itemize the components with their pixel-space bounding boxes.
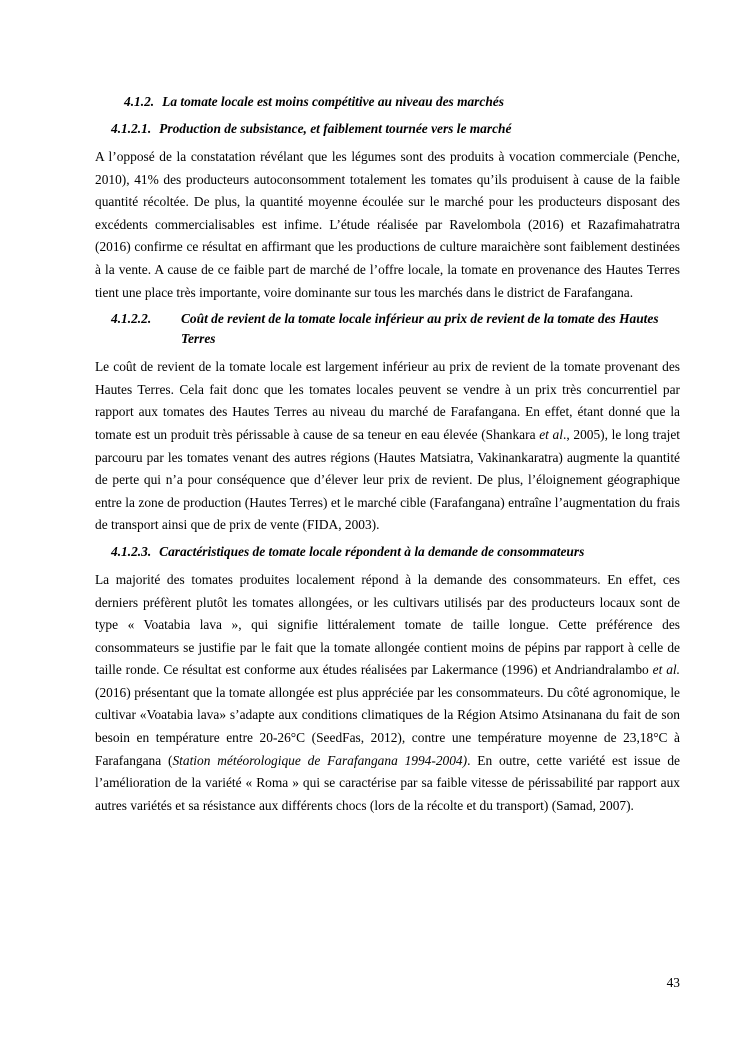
text-run: La majorité des tomates produites localement répond à la demande des consommateurs. En effet, ces derniers préfèrent plutôt les tomates allongées, or les cultivars utilisés par des producteurs locaux sont de type « Voatabia lava », qui signifie littéralement tomate de taille longue. Cette préférence des consommateurs se justifie par le fait que la tomate allongée contient moins de pépins par rapport à celle de taille ronde. Ce résultat est conforme aux études réalisées par Lakermance (1996) et Andriandralambo [95, 571, 680, 678]
citation-etal: et al. [652, 662, 680, 678]
text-run: . En outre, cette variété est issue de l’amélioration de la variété « Roma » qui se caractérise par sa faible vitesse de périssabilité par rapport aux autres variétés et sa résistance aux différents chocs (lors de la récolte et du transport) (Samad, 2007). [95, 752, 680, 813]
citation-etal: et al [539, 426, 563, 442]
heading-number: 4.1.2.3. [111, 543, 152, 559]
text-run: ., 2005), le long trajet parcouru par les tomates venant des autres régions (Hautes Matsiatra, Vakinankaratra) augmente la quantité de perte qui n’a pour conséquence que d’élever leur prix de revient. De plus, l’éloignement géographique entre la zone de production (Hautes Terres) et le marché cible (Farafangana) entraîne l’augmentation du frais de transport ainsi que de prix de vente (FIDA, 2003). [95, 426, 680, 533]
paragraph-subsistence: A l’opposé de la constatation révélant que les légumes sont des produits à vocation commerciale (Penche, 2010), 41% des producteurs autoconsomment totalement les tomates qu’ils produisent à cause de la faible quantité récoltée. De plus, la quantité moyenne écoulée sur le marché pour les producteurs disposant des excédents commercialisables est infime. L’étude réalisée par Ravelombola (2016) et Razafimahatratra (2016) confirme ce résultat en affirmant que les productions de culture maraichère sont faiblement destinées à la vente. A cause de ce faible part de marché de l’offre locale, la tomate en provenance des Hautes Terres tient une place très importante, voire dominante sur tous les marchés dans le district de Farafangana. [95, 149, 680, 300]
text-run: (2016) présentant que la tomate allongée est plus appréciée par les consommateurs. Du côté agronomique, le cultivar «Voatabia lava» s’adapte aux conditions climatiques de la Région Atsimo Atsinanana du fait de son besoin en température entre 20-26°C (SeedFas, 2012), contre une température moyenne de 23,18°C à Farafangana ( [95, 684, 680, 768]
heading-4-1-2-1 [95, 119, 680, 139]
heading-number: 4.1.2.2. [111, 311, 152, 327]
heading-title: Coût de revient de la tomate locale inférieur au prix de revient de la tomate des Hautes Terres [181, 311, 659, 347]
paragraph-cost [95, 356, 680, 537]
station-reference: Station météorologique de Farafangana 1994-2004) [172, 752, 468, 768]
document-page [95, 92, 680, 822]
heading-title: La tomate locale est moins compétitive au niveau des marchés [162, 94, 504, 109]
text-run: Le coût de revient de la tomate locale est largement inférieur au prix de revient de la tomate provenant des Hautes Terres. Cela fait donc que les tomates locales peuvent se vendre à un prix très concurrentiel par rapport aux tomates des Hautes Terres au niveau du marché de Farafangana. En effet, étant donné que la tomate est un produit très périssable à cause de sa teneur en eau élevée (Shankara [95, 359, 680, 442]
heading-number: 4.1.2.1. [111, 121, 152, 136]
heading-title: Production de subsistance, et faiblement tournée vers le marché [159, 121, 512, 136]
heading-title: Caractéristiques de tomate locale répondent à la demande de consommateurs [159, 543, 585, 559]
paragraph-demand [95, 569, 680, 818]
page-number: 43 [666, 975, 680, 990]
heading-4-1-2-3 [95, 542, 680, 562]
heading-4-1-2 [95, 92, 680, 112]
heading-number: 4.1.2. [124, 94, 155, 109]
heading-4-1-2-2 [95, 309, 680, 349]
